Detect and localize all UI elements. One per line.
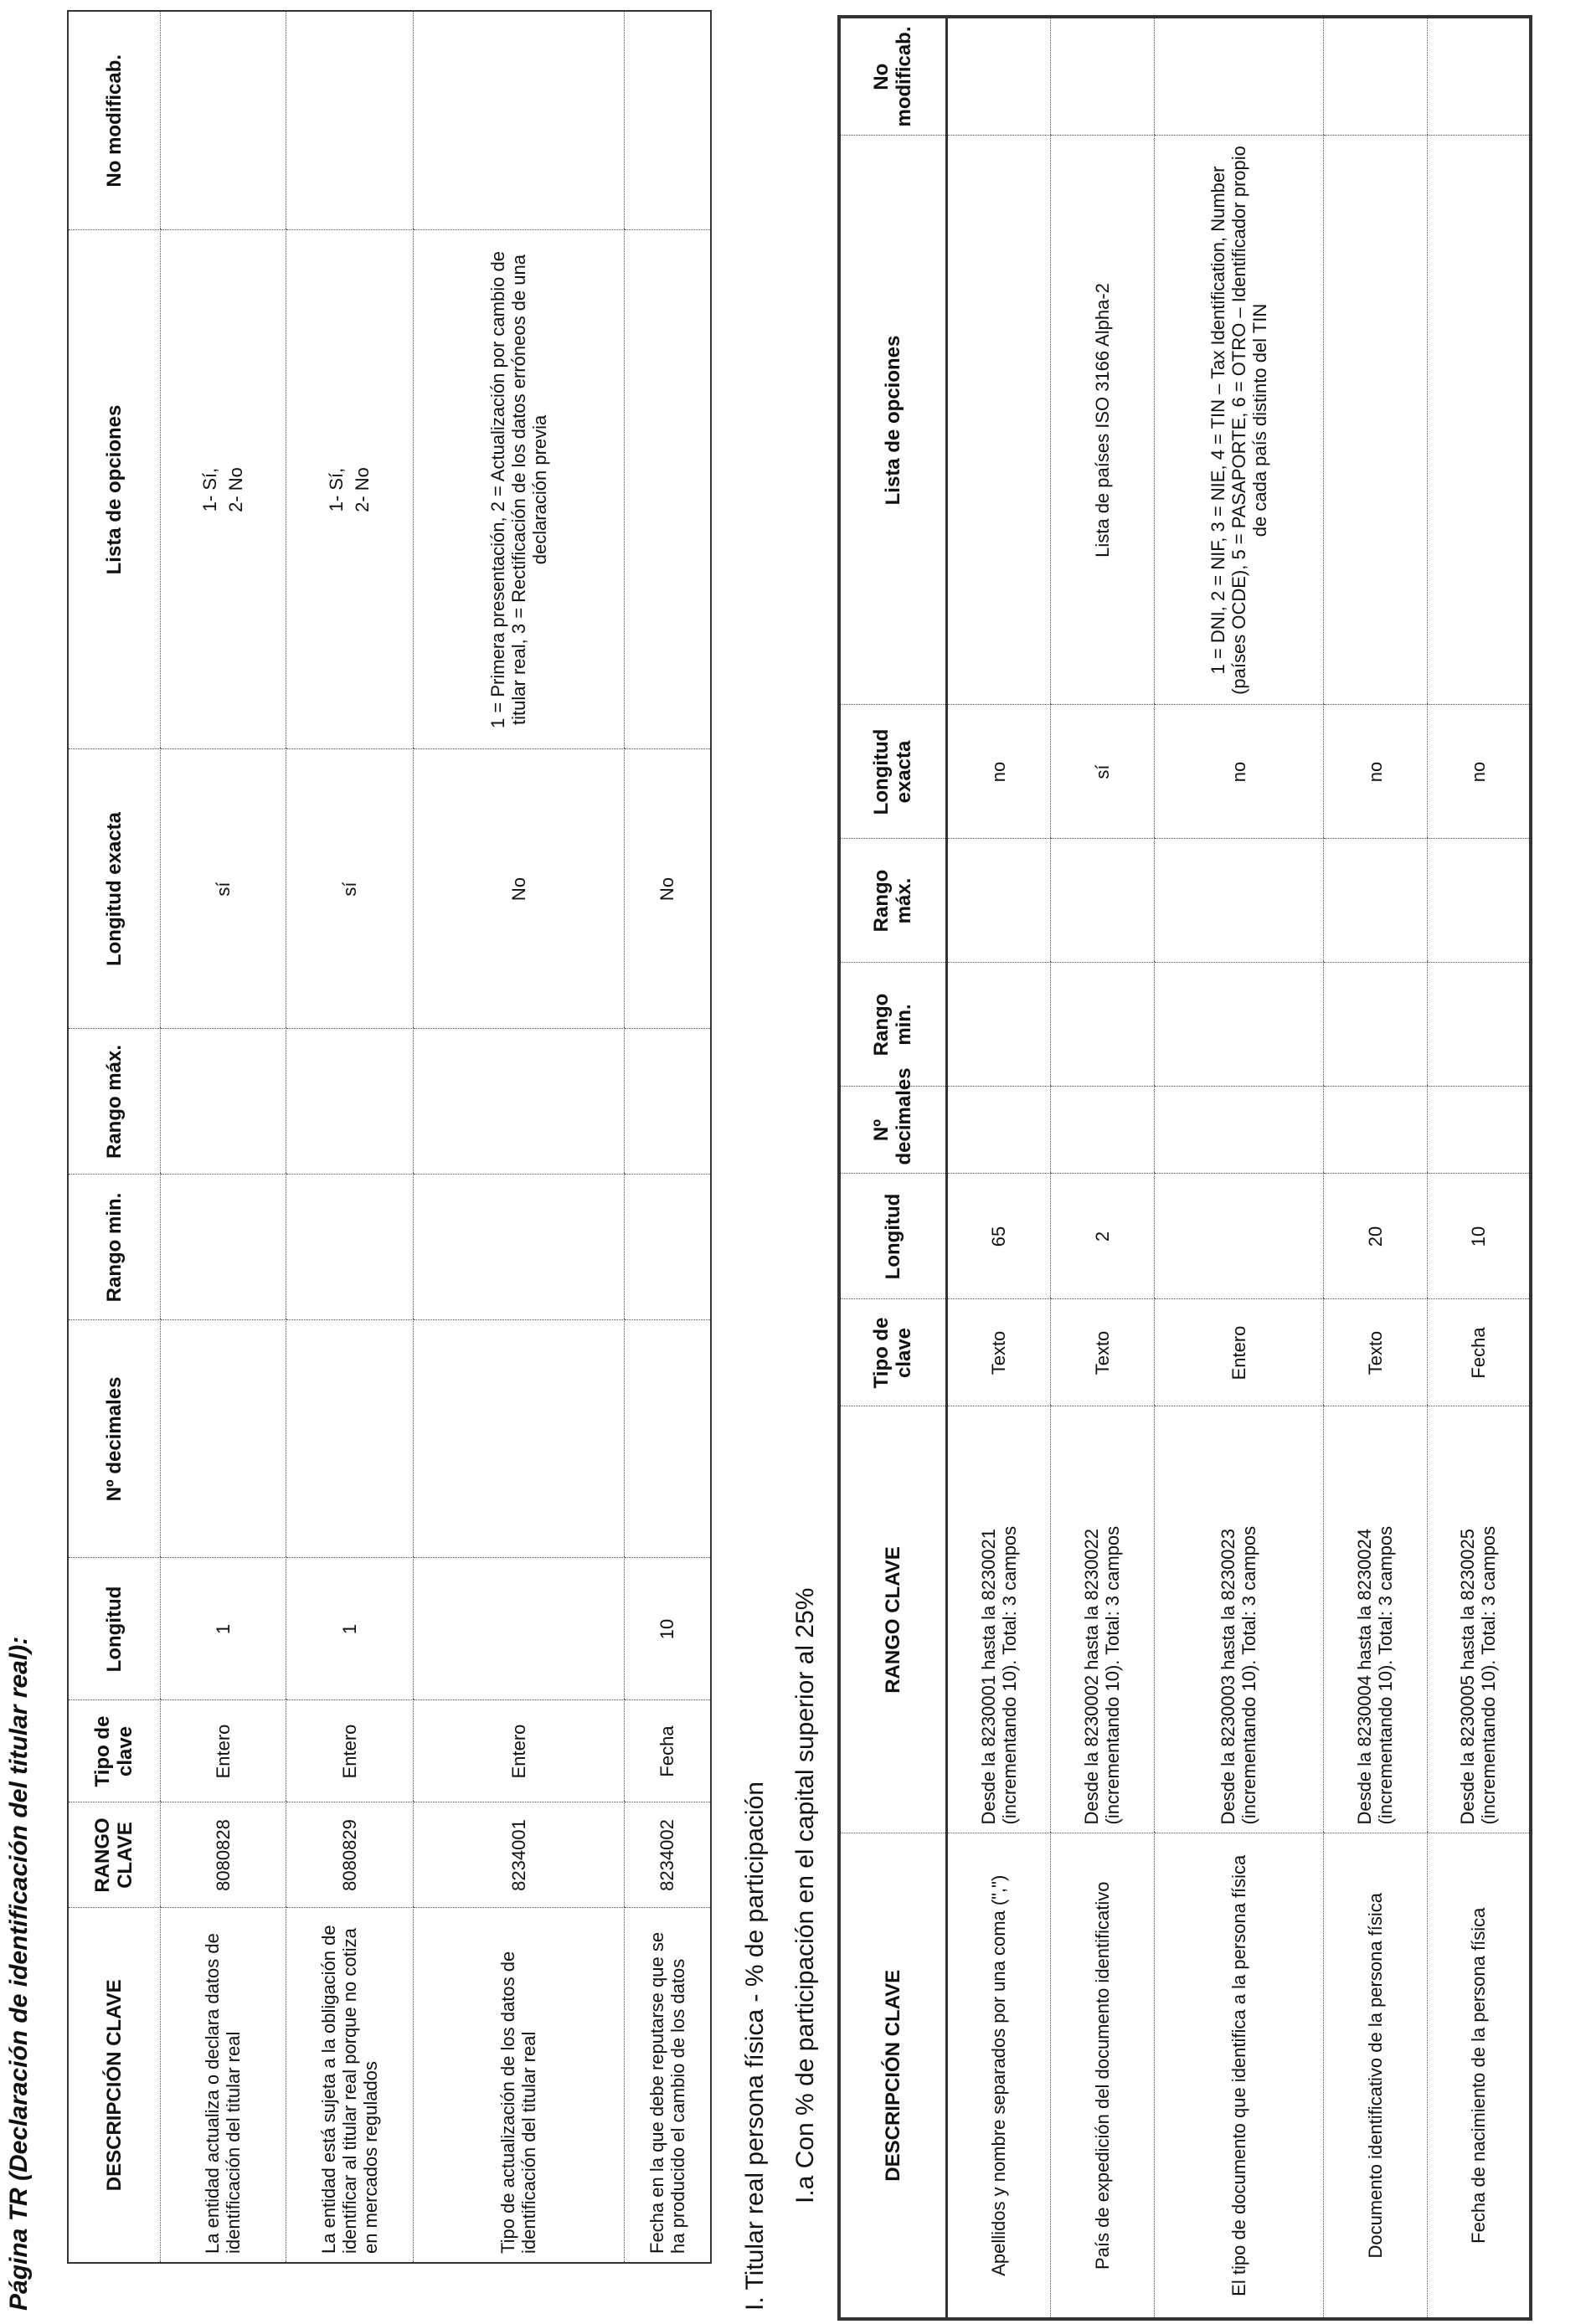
cell-tipo: Fecha [1427,1299,1531,1406]
cell-no-modificab [1323,17,1427,136]
cell-no-modificab [1050,17,1154,136]
cell-no-modificab [1154,17,1323,136]
header-decimales: Nº decimales [68,1320,160,1558]
cell-tipo: Entero [413,1700,624,1802]
header-descripcion: DESCRIPCIÓN CLAVE [839,1833,946,2319]
cell-longitud-exacta: sí [286,749,413,1029]
cell-decimales [1154,1087,1323,1174]
cell-rango: 8234001 [413,1802,624,1908]
header-longitud: Longitud [839,1174,946,1299]
cell-rango-max [286,1029,413,1175]
cell-tipo: Entero [160,1700,286,1802]
cell-tipo: Texto [1323,1299,1427,1406]
section-subtitle-participacion: I.a Con % de participación en el capital superior al 25% [791,1587,819,2203]
cell-decimales [160,1320,286,1558]
cell-rango-min [946,963,1050,1087]
cell-decimales [413,1320,624,1558]
cell-no-modificab [286,11,413,230]
cell-longitud: 2 [1050,1174,1154,1299]
cell-descripcion: País de expedición del documento identificativo [1050,1833,1154,2319]
cell-rango-max [413,1029,624,1175]
cell-rango: 8080828 [160,1802,286,1908]
table-row [1323,17,1427,2319]
cell-longitud-exacta: no [1427,705,1531,839]
table-row [1050,17,1154,2319]
header-longitud-exacta: Longitud exacta [839,705,946,839]
option-item: 2- No [225,467,246,512]
cell-longitud: 1 [160,1558,286,1700]
header-longitud: Longitud [68,1558,160,1700]
cell-longitud-exacta: sí [1050,705,1154,839]
cell-rango-min [286,1175,413,1320]
cell-rango: Desde la 8230004 hasta la 8230024 (incrementando 10). Total: 3 campos [1323,1406,1427,1833]
table-row [946,17,1050,2319]
cell-rango: Desde la 8230002 hasta la 8230022 (incrementando 10). Total: 3 campos [1050,1406,1154,1833]
header-tipo: Tipo de clave [68,1700,160,1802]
cell-descripcion: El tipo de documento que identifica a la persona física [1154,1833,1323,2319]
option-item: 2- No [352,467,373,512]
cell-longitud [413,1558,624,1700]
cell-longitud-exacta: no [946,705,1050,839]
cell-rango-min [413,1175,624,1320]
header-rango-min: Rango min. [68,1175,160,1320]
cell-rango-min [160,1175,286,1320]
cell-lista-opciones [1323,136,1427,705]
cell-decimales [286,1320,413,1558]
cell-rango-min [1427,963,1531,1087]
table-row [160,11,286,2263]
cell-longitud: 1 [286,1558,413,1700]
cell-descripcion: Apellidos y nombre separados por una coma (",") [946,1833,1050,2319]
cell-descripcion: Documento identificativo de la persona física [1323,1833,1427,2319]
section-title-titular-real: I. Titular real persona física - % de participación [741,1782,769,2311]
cell-lista-opciones: Lista de países ISO 3166 Alpha-2 [1050,136,1154,705]
cell-rango-min [1154,963,1323,1087]
table-row [1154,17,1323,2319]
header-tipo: Tipo de clave [839,1299,946,1406]
header-lista-opciones: Lista de opciones [839,136,946,705]
cell-rango-max [1427,839,1531,963]
page-title: Página TR (Declaración de identificación del titular real): [5,1636,33,2311]
cell-rango-min [1323,963,1427,1087]
cell-rango-min [624,1175,711,1320]
cell-rango-max [1323,839,1427,963]
cell-longitud-exacta: no [1154,705,1323,839]
header-rango-max: Rango máx. [839,839,946,963]
table-header-row [68,11,160,2263]
cell-tipo: Entero [286,1700,413,1802]
cell-rango-max [624,1029,711,1175]
cell-lista-opciones [624,230,711,749]
table-row [1427,17,1531,2319]
header-rango-min: Rango min. [839,963,946,1087]
cell-lista-opciones: 1 = DNI, 2 = NIF, 3 = NIE, 4 = TIN – Tax Identification, Number (países OCDE), 5 = PASAPORTE, 6 = OTRO – Identificador propio de cada país distinto del TIN [1154,136,1323,705]
cell-longitud: 10 [624,1558,711,1700]
cell-descripcion: Fecha de nacimiento de la persona física [1427,1833,1531,2319]
cell-rango: Desde la 8230001 hasta la 8230021 (incrementando 10). Total: 3 campos [946,1406,1050,1833]
header-rango: RANGO CLAVE [68,1802,160,1908]
cell-no-modificab [413,11,624,230]
table-header-row [839,17,946,2319]
option-item: 1- Sí, [326,467,347,512]
cell-longitud [1154,1174,1323,1299]
cell-descripcion: La entidad está sujeta a la obligación de identificar al titular real porque no cotiza en mercados regulados [286,1908,413,2263]
cell-longitud: 20 [1323,1174,1427,1299]
cell-tipo: Texto [1050,1299,1154,1406]
table-participacion-superior-25 [837,15,1532,2321]
header-rango: RANGO CLAVE [839,1406,946,1833]
cell-longitud: 10 [1427,1174,1531,1299]
cell-decimales [946,1087,1050,1174]
cell-no-modificab [946,17,1050,136]
cell-lista-opciones [946,136,1050,705]
cell-rango: 8080829 [286,1802,413,1908]
cell-longitud-exacta: No [413,749,624,1029]
cell-descripcion: Fecha en la que debe reputarse que se ha producido el cambio de los datos [624,1908,711,2263]
header-no-modificab: No modificab. [68,11,160,230]
cell-rango: Desde la 8230005 hasta la 8230025 (incrementando 10). Total: 3 campos [1427,1406,1531,1833]
header-decimales: Nº decimales [839,1087,946,1174]
option-item: 1- Sí, [199,467,220,512]
table-row [624,11,711,2263]
table-titular-real-general [67,10,712,2264]
cell-tipo: Fecha [624,1700,711,1802]
cell-longitud-exacta: no [1323,705,1427,839]
cell-no-modificab [1427,17,1531,136]
cell-lista-opciones [160,230,286,749]
cell-decimales [1427,1087,1531,1174]
cell-longitud-exacta: sí [160,749,286,1029]
cell-rango-max [1154,839,1323,963]
cell-lista-opciones: 1 = Primera presentación, 2 = Actualización por cambio de titular real, 3 = Rectificación de los datos erróneos de una declaración previa [413,230,624,749]
cell-decimales [624,1320,711,1558]
cell-rango-min [1050,963,1154,1087]
cell-decimales [1323,1087,1427,1174]
header-lista-opciones: Lista de opciones [68,230,160,749]
cell-decimales [1050,1087,1154,1174]
header-longitud-exacta: Longitud exacta [68,749,160,1029]
table-row [286,11,413,2263]
header-no-modificab: No modificab. [839,17,946,136]
cell-rango-max [160,1029,286,1175]
cell-rango: Desde la 8230003 hasta la 8230023 (incrementando 10). Total: 3 campos [1154,1406,1323,1833]
cell-tipo: Texto [946,1299,1050,1406]
table-row [413,11,624,2263]
header-descripcion: DESCRIPCIÓN CLAVE [68,1908,160,2263]
cell-rango: 8234002 [624,1802,711,1908]
cell-rango-max [946,839,1050,963]
cell-longitud-exacta: No [624,749,711,1029]
header-rango-max: Rango máx. [68,1029,160,1175]
cell-lista-opciones [1427,136,1531,705]
cell-tipo: Entero [1154,1299,1323,1406]
cell-lista-opciones [286,230,413,749]
cell-descripcion: Tipo de actualización de los datos de identificación del titular real [413,1908,624,2263]
cell-longitud: 65 [946,1174,1050,1299]
cell-no-modificab [160,11,286,230]
cell-descripcion: La entidad actualiza o declara datos de identificación del titular real [160,1908,286,2263]
cell-no-modificab [624,11,711,230]
cell-rango-max [1050,839,1154,963]
